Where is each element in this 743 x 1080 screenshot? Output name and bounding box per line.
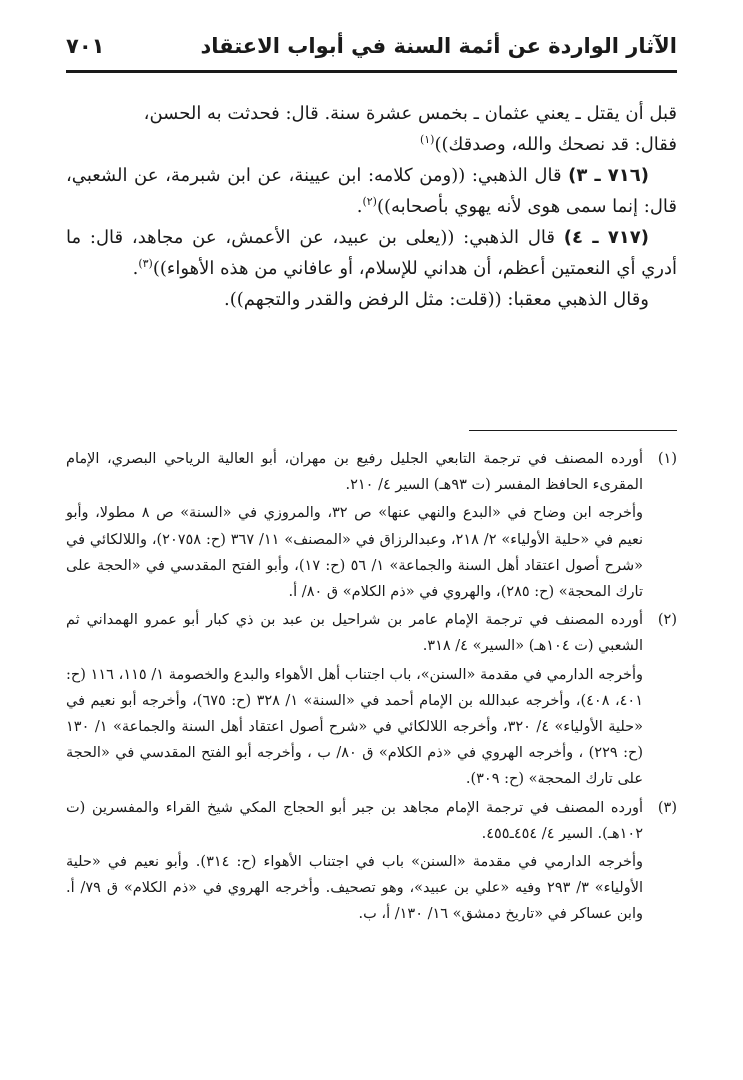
footnote-reference: (٣) — [138, 257, 153, 270]
athar-716: (٧١٦ ـ ٣) قال الذهبي: ((ومن كلامه: ابن عيينة، عن ابن شبرمة، عن الشعبي، قال: إنما سمى هوى لأنه يهوي بأصحابه))$^{(٢)}$. — [66, 165, 677, 217]
athar-number: (٧١٦ ـ ٣) — [568, 165, 649, 186]
footnote-body — [66, 795, 643, 928]
paragraph-line: قبل أن يقتل ـ يعني عثمان ـ بخمس عشرة سنة. قال: فحدثت به الحسن، — [143, 103, 677, 124]
footnote-2 — [66, 607, 677, 792]
footnote-reference: (٢) — [362, 195, 377, 208]
footnote-paragraph: وأخرجه ابن وضاح في «البدع والنهي عنها» ص ٣٢، والمروزي في «السنة» ص ٨ مطولا، وأبو نعيم في «حلية الأولياء» ٢/ ٢١٨، وعبدالرزاق في «المصنف» ١١/ ٣٦٧ (ح: ٢٠٧٥٨)، واللالكائي في «شرح أصول اعتقاد أهل السنة والجماعة» ١/ ٥٦ (ح: ١٧)، وأبو الفتح المقدسي في «الحجة على تارك المحجة» (ح: ٢٨٥)، والهروي في «ذم الكلام» ق ٨٠/ أ. — [66, 505, 644, 601]
footnote-mark: (٣) — [657, 799, 677, 816]
page-number: ٧٠١ — [66, 34, 105, 58]
footnote-paragraph: أورده المصنف في ترجمة الإمام عامر بن شراحيل بن عبد بن ذي كبار أبو عمرو الهمداني ثم الشعبي (ت ١٠٤هـ) «السير» ٤/ ٣١٨. — [66, 612, 643, 655]
footnote-reference: (١) — [419, 133, 435, 146]
footnote-1 — [66, 446, 677, 605]
athar-number: (٧١٧ ـ ٤) — [563, 227, 650, 248]
footnote-body — [66, 446, 643, 605]
paragraph-continuation — [66, 98, 677, 160]
athar-717: (٧١٧ ـ ٤) قال الذهبي: ((يعلى بن عبيد، عن الأعمش، عن مجاهد، قال: ما أدري أي النعمتين أعظم، أن هداني للإسلام، أو عافاني من هذه الأهواء))$^{(٣)}$. — [66, 227, 677, 279]
dhahabi-comment: وقال الذهبي معقبا: ((قلت: مثل الرفض والقدر والتجهم)). — [223, 289, 649, 310]
footnote-mark: (٢) — [657, 612, 677, 629]
footnote-paragraph: أورده المصنف في ترجمة التابعي الجليل رفيع بن مهران، أبو العالية الرياحي البصري، الإمام المقرىء الحافظ المفسر (ت ٩٣هـ) السير ٤/ ٢١٠. — [66, 451, 643, 494]
header-divider — [66, 70, 677, 73]
main-text — [66, 98, 677, 315]
footnote-paragraph: وأخرجه الدارمي في مقدمة «السنن»، باب اجتناب أهل الأهواء والبدع والخصومة ١/ ١١٥، ١١٦ (ح: ٤٠١، ٤٠٨)، وأخرجه عبدالله بن الإمام أحمد في «السنة» ١/ ٣٢٨ (ح: ٦٧٥)، وأخرجه أبو نعيم في «حلية الأولياء» ٤/ ٣٢٠، وأخرجه اللالكائي في «شرح أصول اعتقاد أهل السنة والجماعة» ١/ ١٣٠ (ح: ٢٢٩) ، وأخرجه الهروي في «ذم الكلام» ق ٨٠/ ب ، وأخرجه أبو الفتح المقدسي في «الحجة على تارك المحجة» (ح: ٣٠٩). — [66, 666, 644, 788]
footnote-3 — [66, 795, 677, 928]
footnote-divider — [469, 430, 677, 431]
footnote-body — [66, 607, 643, 792]
running-header — [66, 26, 677, 66]
footnote-paragraph: وأخرجه الدارمي في مقدمة «السنن» باب في اجتناب الأهواء (ح: ٣١٤). وأبو نعيم في «حلية الأولياء» ٣/ ٢٩٣ وفيه «علي بن عبيد»، وهو تصحيف. وأخرجه الهروي في «ذم الكلام» ق ٧٩/ أ. وابن عساكر في «تاريخ دمشق» ١٦/ ١٣٠/ أ، ب. — [66, 854, 644, 923]
paragraph-line: فقال: قد نصحك والله، وصدقك)) — [434, 134, 677, 155]
footnote-mark: (١) — [657, 451, 677, 467]
footnotes — [66, 446, 677, 930]
athar-text: قال الذهبي: ((يعلى بن عبيد، عن الأعمش، عن مجاهد، قال: ما أدري أي النعمتين أعظم، أن هداني للإسلام، أو عافاني من هذه الأهواء)) — [66, 227, 677, 279]
footnote-paragraph: أورده المصنف في ترجمة الإمام مجاهد بن جبر أبو الحجاج المكي شيخ القراء والمفسرين (ت ١٠٢هـ). السير ٤/ ٤٥٤ـ٤٥٥. — [66, 799, 643, 842]
athar-text: قال الذهبي: ((ومن كلامه: ابن عيينة، عن ابن شبرمة، عن الشعبي، قال: إنما سمى هوى لأنه يهوي بأصحابه)) — [66, 165, 677, 217]
running-title: الآثار الواردة عن أئمة السنة في أبواب الاعتقاد — [200, 34, 677, 58]
